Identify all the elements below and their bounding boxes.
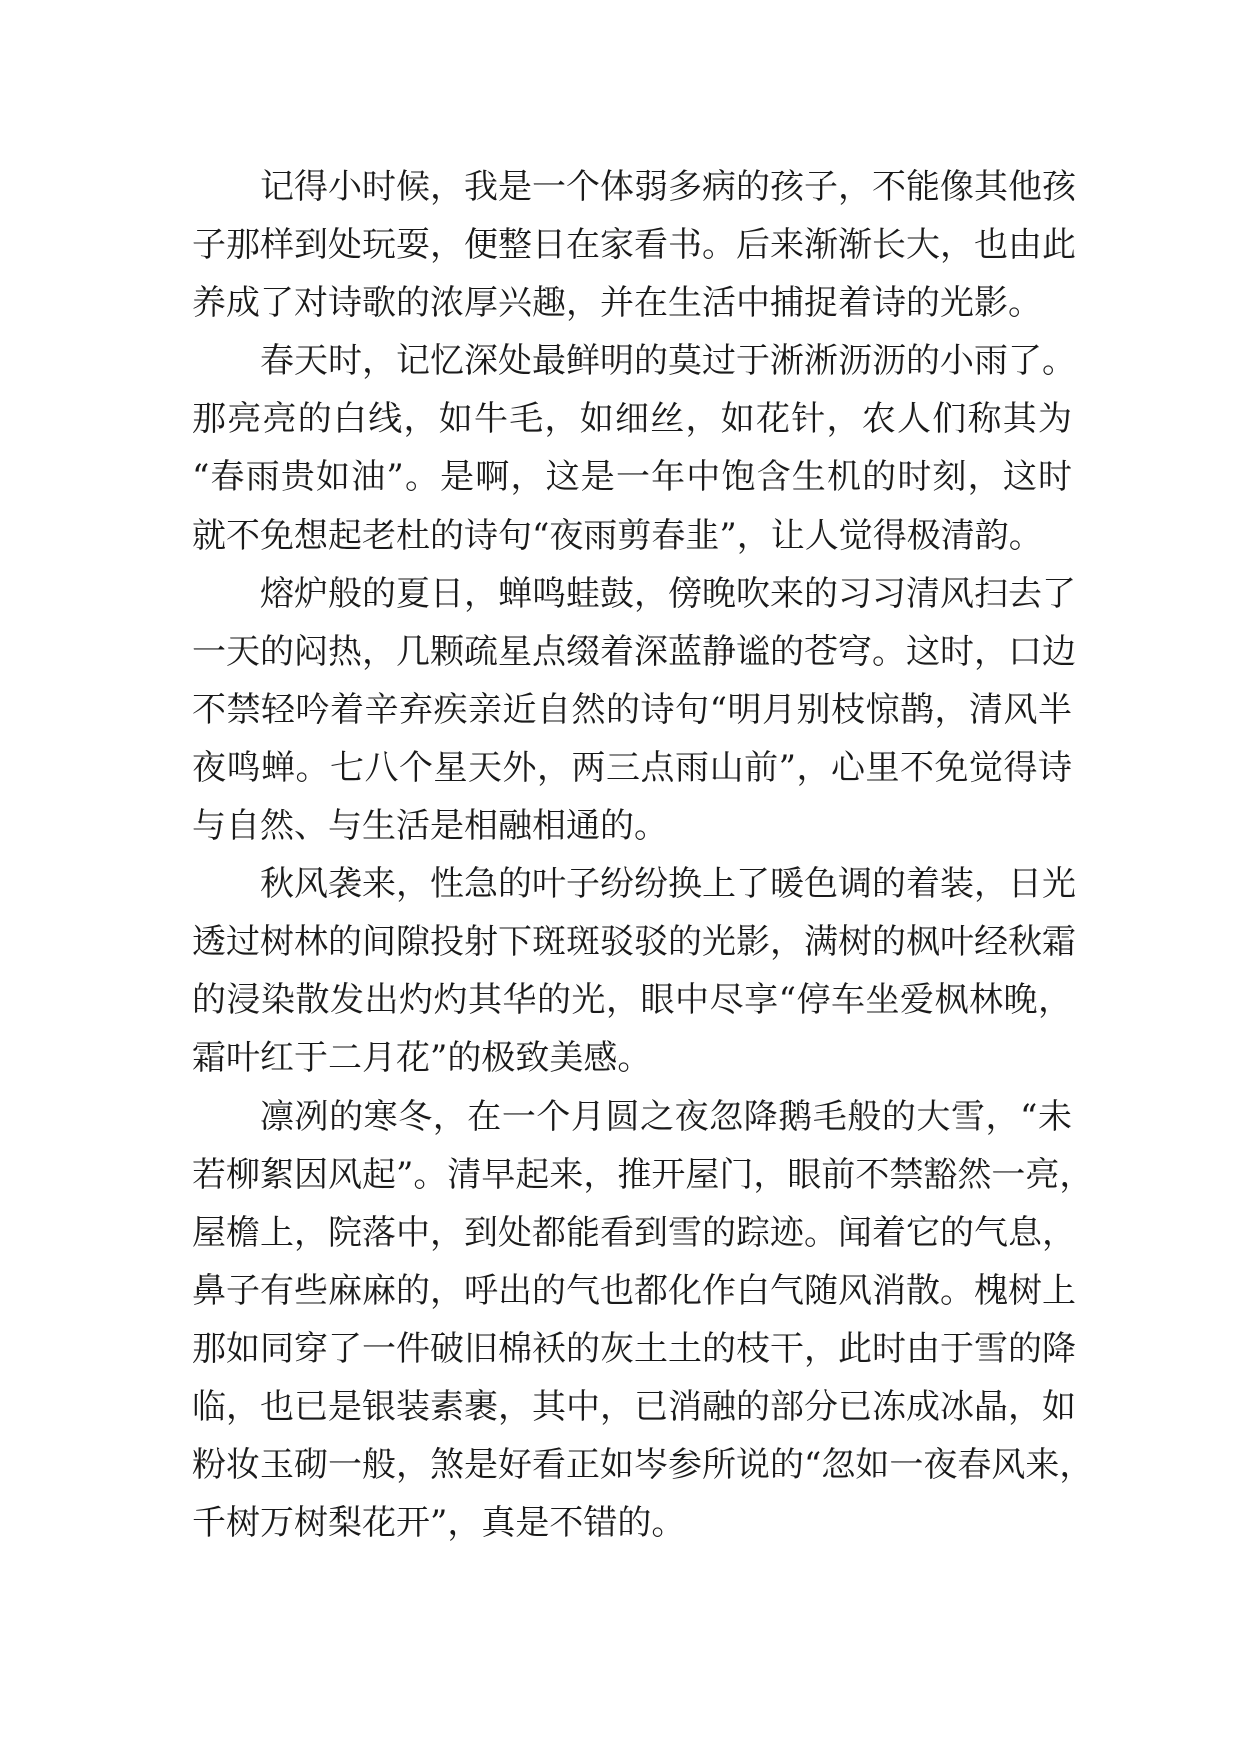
text-line: 熔炉般的夏日，蝉鸣蛙鼓，傍晚吹来的习习清风扫去了 [260,573,1076,614]
text-line: 秋风袭来，性急的叶子纷纷换上了暖色调的着装，日光 [260,864,1076,905]
text-line: 千树万树梨花开”，真是不错的。 [192,1503,686,1544]
text-line: 与自然、与生活是相融相通的。 [192,806,668,847]
text-line: 若柳絮因风起”。清早起来，推开屋门，眼前不禁豁然一亮， [192,1154,1094,1195]
text-line: 霜叶红于二月花”的极致美感。 [192,1038,652,1079]
text-line: “春雨贵如油”。是啊，这是一年中饱含生机的时刻，这时 [192,457,1072,498]
text-line: 的浸染散发出灼灼其华的光，眼中尽享“停车坐爱枫林晚， [192,980,1072,1021]
text-line: 夜鸣蝉。七八个星天外，两三点雨山前”，心里不免觉得诗 [192,747,1072,788]
text-line: 一天的闷热，几颗疏星点缀着深蓝静谧的苍穹。这时，口边 [192,631,1076,672]
text-line: 春天时，记忆深处最鲜明的莫过于淅淅沥沥的小雨了。 [260,341,1076,382]
text-line: 记得小时候，我是一个体弱多病的孩子，不能像其他孩 [260,167,1076,207]
essay-body [192,158,1094,1552]
text-line: 透过树林的间隙投射下斑斑驳驳的光影，满树的枫叶经秋霜 [192,922,1076,963]
text-line: 养成了对诗歌的浓厚兴趣，并在生活中捕捉着诗的光影。 [192,283,1042,324]
text-line: 那亮亮的白线，如牛毛，如细丝，如花针，农人们称其为 [192,399,1072,440]
text-line: 鼻子有些麻麻的，呼出的气也都化作白气随风消散。槐树上 [192,1270,1076,1311]
text-line: 粉妆玉砌一般，煞是好看正如岑参所说的“忽如一夜春风来， [192,1445,1094,1486]
text-line: 临，也已是银装素裹，其中，已消融的部分已冻成冰晶，如 [192,1386,1076,1427]
text-line: 屋檐上，院落中，到处都能看到雪的踪迹。闻着它的气息， [192,1212,1076,1253]
text-line: 不禁轻吟着辛弃疾亲近自然的诗句“明月别枝惊鹊，清风半 [192,689,1072,730]
text-line: 子那样到处玩耍，便整日在家看书。后来渐渐长大，也由此 [192,225,1076,266]
text-line: 那如同穿了一件破旧棉袄的灰土土的枝干，此时由于雪的降 [192,1328,1076,1369]
text-line: 就不免想起老杜的诗句“夜雨剪春韭”，让人觉得极清韵。 [192,515,1043,556]
text-line: 凛冽的寒冬，在一个月圆之夜忽降鹅毛般的大雪，“未 [260,1096,1072,1137]
